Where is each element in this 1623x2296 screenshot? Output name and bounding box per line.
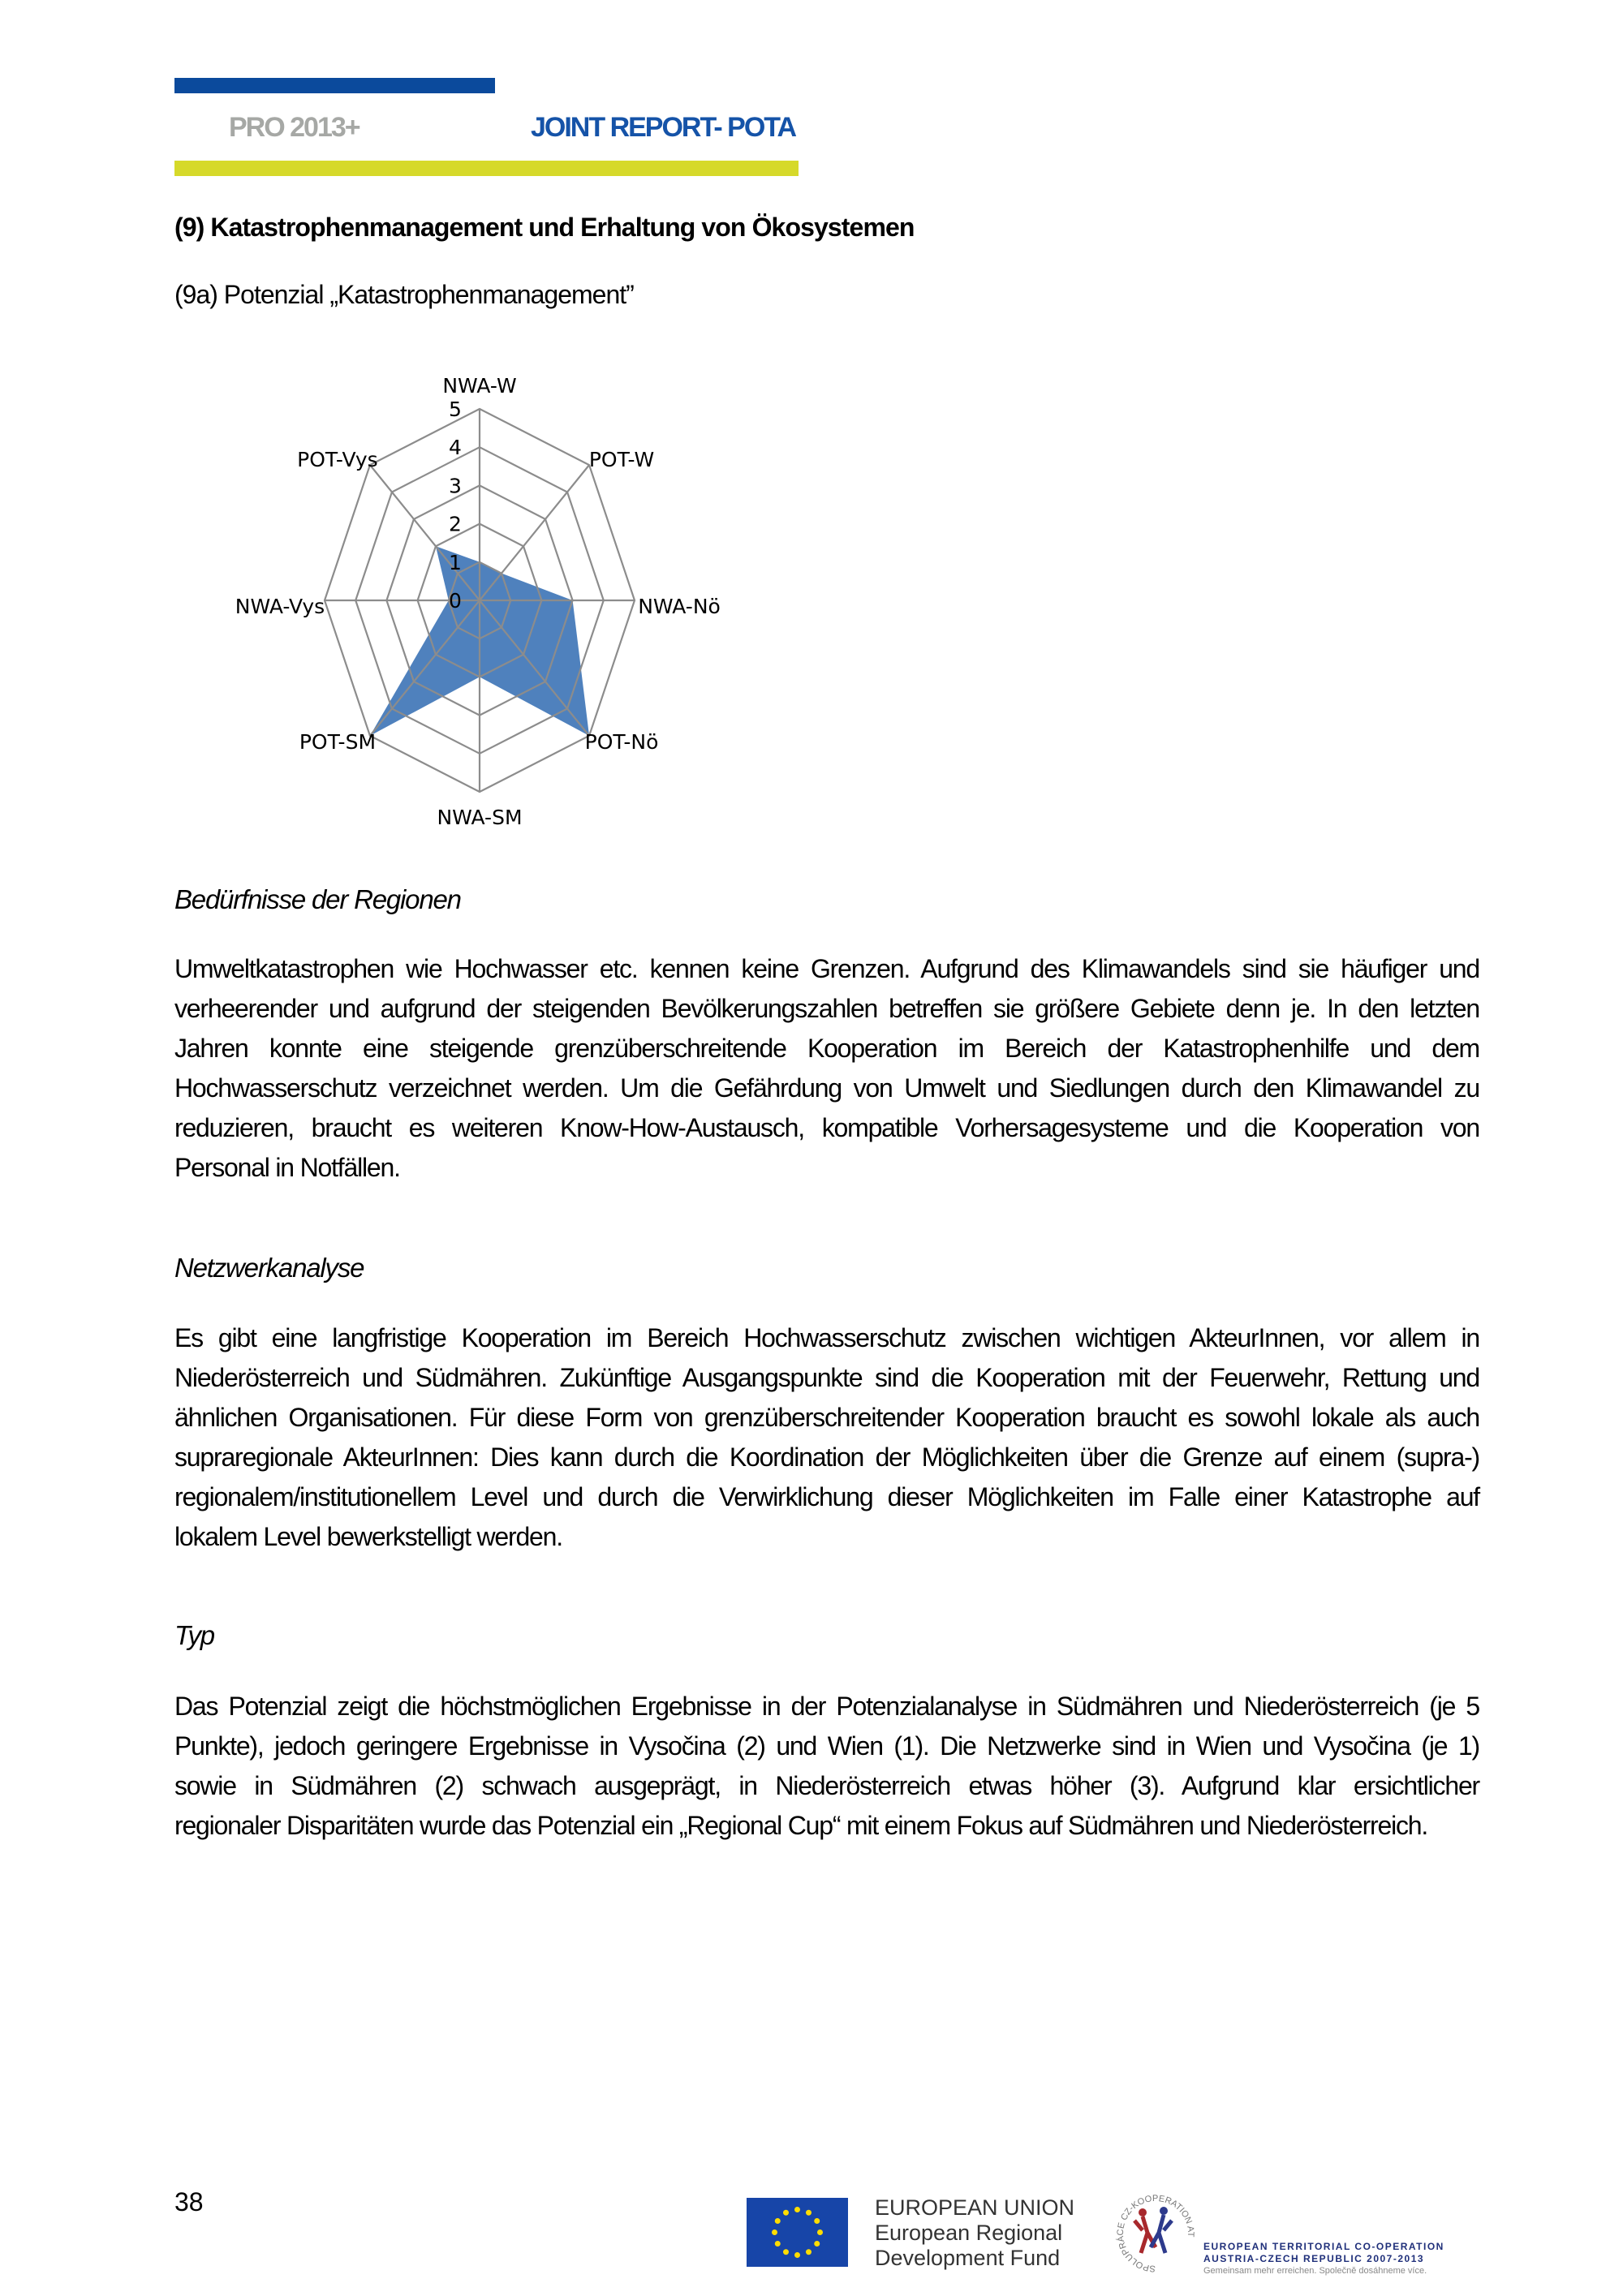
tick-label: 0 bbox=[449, 589, 462, 613]
eu-line: EUROPEAN UNION bbox=[875, 2195, 1075, 2220]
axis-label: NWA-Vys bbox=[235, 595, 325, 618]
text-line: sowie in Südmähren (2) schwach ausgeprägt, in Niederösterreich etwas höher (3). Aufgrund klar ersichtlicher bbox=[174, 1771, 1479, 1800]
text-line: lokalem Level bewerkstelligt werden. bbox=[174, 1522, 562, 1551]
section-title-type: Typ bbox=[174, 1620, 214, 1650]
paragraph-needs bbox=[174, 949, 1479, 1188]
axis-label: POT-Nö bbox=[584, 729, 659, 754]
eu-star bbox=[806, 2249, 812, 2255]
eu-star bbox=[817, 2229, 823, 2235]
text-line: regionaler Disparitäten wurde das Potenzial ein „Regional Cup“ mit einem Fokus auf Südmähren und Niederösterreich. bbox=[174, 1811, 1428, 1840]
coop-slogan: Gemeinsam mehr erreichen. Společně dosáhneme více. bbox=[1203, 2266, 1427, 2276]
cooperation-text bbox=[1203, 2241, 1444, 2277]
eu-star bbox=[806, 2210, 812, 2216]
text-line: reduzieren, braucht es weiteren Know-How-Austausch, kompatible Vorhersagesysteme und die Kooperation von bbox=[174, 1113, 1479, 1142]
tick-label: 2 bbox=[449, 512, 462, 536]
paragraph-type bbox=[174, 1687, 1479, 1846]
text-line: regionalem/institutionellem Level und durch die Verwirklichung dieser Möglichkeiten im Falle einer Katastrophe auf bbox=[174, 1482, 1479, 1511]
tick-label: 4 bbox=[449, 436, 462, 460]
svg-text:SPOLUPRÁCE CZ-KOOPERATION AT: SPOLUPRÁCE CZ-KOOPERATION AT bbox=[1115, 2193, 1196, 2274]
page-number: 38 bbox=[174, 2187, 204, 2216]
text-line: Umweltkatastrophen wie Hochwasser etc. kennen keine Grenzen. Aufgrund des Klimawandels sind sie häufiger und bbox=[174, 954, 1479, 983]
tick-label: 3 bbox=[449, 474, 462, 498]
text-line: Niederösterreich und Südmähren. Zukünftige Ausgangspunkte sind die Kooperation mit der Feuerwehr, Rettung und bbox=[174, 1363, 1479, 1392]
paragraph-network bbox=[174, 1318, 1479, 1557]
eu-star bbox=[783, 2249, 789, 2255]
text-line: Punkte), jedoch geringere Ergebnisse in Vysočina (2) und Wien (1). Die Netzwerke sind in Wien und Vysočina (je 1) bbox=[174, 1731, 1479, 1761]
axis-label: NWA-SM bbox=[437, 806, 523, 829]
coop-line: EUROPEAN TERRITORIAL CO-OPERATION bbox=[1203, 2241, 1444, 2252]
text-line: ähnlichen Organisationen. Für diese Form von grenzüberschreitender Kooperation braucht es sowohl lokale als auch bbox=[174, 1403, 1479, 1432]
axis-label: POT-W bbox=[588, 448, 655, 472]
eu-line: Development Fund bbox=[875, 2246, 1061, 2270]
section-title-network: Netzwerkanalyse bbox=[174, 1253, 364, 1283]
text-line: Jahren konnte eine steigende grenzüberschreitende Kooperation im Bereich der Katastrophenhilfe und dem bbox=[174, 1034, 1479, 1063]
eu-star bbox=[794, 2252, 800, 2258]
eu-star bbox=[783, 2210, 789, 2216]
tick-label: 5 bbox=[449, 398, 462, 421]
eu-star bbox=[794, 2207, 800, 2212]
axis-label: POT-Vys bbox=[297, 448, 378, 472]
eu-star bbox=[814, 2218, 820, 2224]
header-blue-bar bbox=[174, 78, 495, 93]
eu-fund-text bbox=[875, 2195, 1074, 2271]
text-line: Es gibt eine langfristige Kooperation im Bereich Hochwasserschutz zwischen wichtigen AkteurInnen, vor allem in bbox=[174, 1323, 1479, 1352]
eu-star bbox=[814, 2241, 820, 2247]
axis-label: POT-SM bbox=[299, 729, 377, 754]
eu-line: European Regional bbox=[875, 2221, 1063, 2245]
text-line: Personal in Notfällen. bbox=[174, 1153, 400, 1182]
eu-star bbox=[775, 2218, 781, 2224]
text-line: Hochwasserschutz verzeichnet werden. Um die Gefährdung von Umwelt und Siedlungen durch den Klimawandel zu bbox=[174, 1073, 1479, 1103]
text-line: Das Potenzial zeigt die höchstmöglichen Ergebnisse in der Potenzialanalyse in Südmähren und Niederösterreich (je 5 bbox=[174, 1692, 1479, 1721]
eu-flag-logo bbox=[747, 2198, 848, 2267]
cooperation-logo bbox=[1110, 2188, 1201, 2276]
header-project-title: PRO 2013+ bbox=[229, 112, 359, 143]
coop-line: AUSTRIA-CZECH REPUBLIC 2007-2013 bbox=[1203, 2253, 1425, 2264]
section-title-needs: Bedürfnisse der Regionen bbox=[174, 884, 461, 914]
radar-chart bbox=[162, 349, 812, 852]
axis-label: NWA-W bbox=[442, 374, 517, 398]
text-line: supraregionale AkteurInnen: Dies kann durch die Koordination der Möglichkeiten über die Grenze auf einem (supra-) bbox=[174, 1443, 1479, 1472]
header-report-title: JOINT REPORT- POTA bbox=[531, 112, 796, 143]
tick-label: 1 bbox=[449, 550, 462, 574]
text-line: verheerender und aufgrund der steigenden Bevölkerungszahlen betreffen sie größere Gebiete denn je. In den letzten bbox=[174, 994, 1479, 1023]
axis-label: NWA-Nö bbox=[638, 595, 721, 618]
eu-star bbox=[772, 2229, 777, 2235]
eu-star bbox=[775, 2241, 781, 2247]
section-heading: (9) Katastrophenmanagement und Erhaltung von Ökosystemen bbox=[174, 213, 915, 242]
header-yellow-bar bbox=[174, 161, 799, 176]
chart-caption: (9a) Potenzial „Katastrophenmanagement” bbox=[174, 280, 634, 309]
